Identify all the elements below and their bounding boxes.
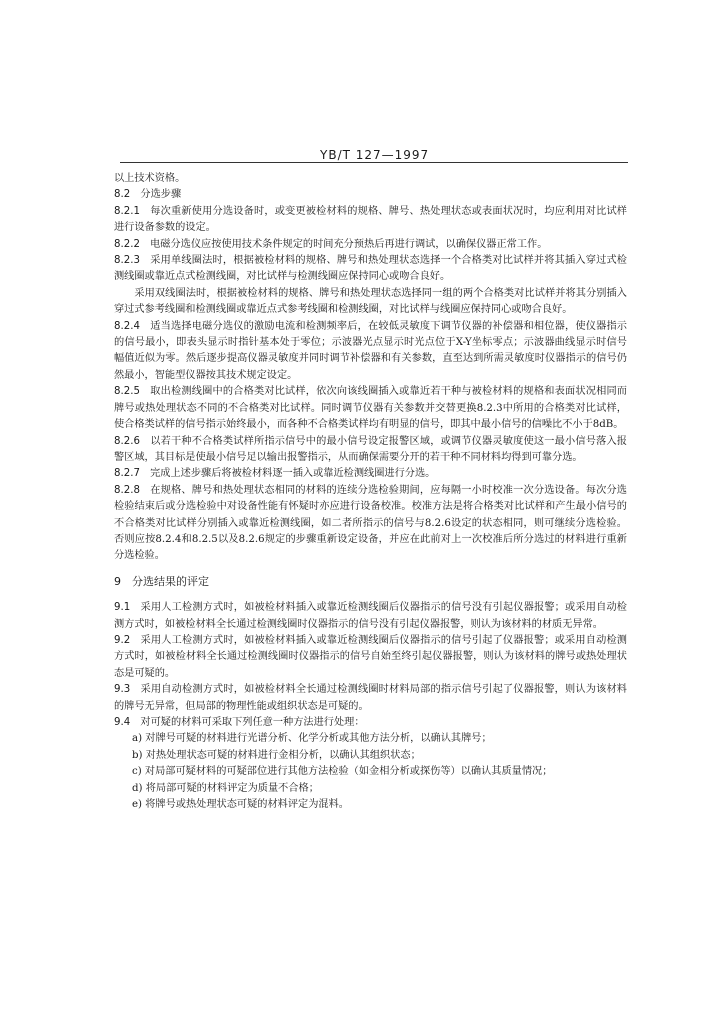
para-9-2 <box>114 633 627 682</box>
para-number: 8.2.4 <box>114 320 140 332</box>
para-9-1 <box>114 600 627 633</box>
para-number: 8.2.5 <box>114 386 140 398</box>
para-text: 每次重新使用分选设备时，或变更被检材料的规格、牌号、热处理状态或表面状况时，均应利用对比试样进行设备参数的设定。 <box>114 205 627 234</box>
para-number: 9.1 <box>114 602 131 614</box>
para-number: 8.2.8 <box>114 484 140 496</box>
para-text: 采用人工检测方式时，如被检材料插入或靠近检测线圈后仪器指示的信号没有引起仪器报警；或采用自动检测方式时，如被检材料全长通过检测线圈时仪器指示的信号没有引起仪器报警，则认为该材料的材质无异常。 <box>114 602 627 630</box>
para-number: 8.2.3 <box>114 255 140 267</box>
para-8-2-4 <box>114 319 627 385</box>
para-8-2-7 <box>114 466 627 482</box>
header-rule <box>120 162 628 163</box>
list-item-a: a) 对牌号可疑的材料进行光谱分析、化学分析或其他方法分析，以确认其牌号； <box>132 733 492 745</box>
para-number: 9.4 <box>114 717 131 728</box>
para-text: 完成上述步骤后将被检材料逐一插入或靠近检测线圈进行分选。 <box>150 468 436 480</box>
list-item-e: e) 将牌号或热处理状态可疑的材料评定为混料。 <box>132 799 349 811</box>
para-text: 取出检测线圈中的合格类对比试样，依次向该线圈插入或靠近若干种与被检材料的规格和表面状况相同而牌号或热处理状态不同的不合格类对比试样。同时调节仪器有关参数并交替更换8.2.3中所用的合格类对比试样，使合格类试样的信号指示始终最小，而各种不合格类试样均有明显的信号，即其中最小信号的信噪比不小于8dB。 <box>114 386 627 431</box>
para-8-2-8 <box>114 483 627 565</box>
list-item-d: d) 将局部可疑的材料评定为质量不合格； <box>132 782 319 794</box>
list-item-c: c) 对局部可疑材料的可疑部位进行其他方法检验（如金相分析或探伤等）以确认其质量情况； <box>132 766 553 778</box>
para-text: 在规格、牌号和热处理状态相同的材料的连续分选检验期间，应每隔一小时校准一次分选设备。每次分选检验结束后或分选检验中对设备性能有怀疑时亦应进行设备校准。校准方法是将合格类对比试样和产生最小信号的不合格类对比试样分别插入或靠近检测线圈，如二者所指示的信号与8.2.6设定的状态相同，则可继续分选检验。否则应按8.2.4和8.2.5以及8.2.6规定的步骤重新设定设备，并应在此前对上一次校准后所分选过的材料进行重新分选检验。 <box>114 484 627 562</box>
section-8-2-heading <box>114 187 627 203</box>
section-title: 分选结果的评定 <box>132 574 209 588</box>
para-number: 8.2.7 <box>114 468 140 480</box>
para-text: 适当选择电磁分选仪的激励电流和检测频率后，在较低灵敏度下调节仪器的补偿器和相位器，使仪器指示的信号最小，即表头显示时指针基本处于零位；示波器光点显示时光点位于X-Y坐标零点；示波器曲线显示时信号幅值近似为零。然后逐步提高仪器灵敏度并同时调节补偿器和有关参数，直至达到所需灵敏度时仪器指示的信号仍然最小，智能型仪器按其技术规定设定。 <box>114 320 627 381</box>
section-number: 9 <box>114 574 121 588</box>
section-title: 分选步骤 <box>140 189 182 201</box>
para-number: 8.2.1 <box>114 205 140 217</box>
para-number: 8.2.2 <box>114 238 140 250</box>
para-number: 9.2 <box>114 634 131 646</box>
para-9-3 <box>114 682 627 715</box>
para-9-4 <box>114 715 627 731</box>
para-text: 电磁分选仪应按使用技术条件规定的时间充分预热后再进行调试，以确保仪器正常工作。 <box>150 238 548 250</box>
para-text: 采用自动检测方式时，如被检材料全长通过检测线圈时材料局部的指示信号引起了仪器报警，则认为该材料的牌号无异常，但局部的物理性能或组织状态是可疑的。 <box>114 684 627 712</box>
para-8-2-1 <box>114 204 627 237</box>
para-text: 对可疑的材料可采取下列任意一种方法进行处理： <box>140 717 365 728</box>
standard-code-header: YB/T 127—1997 <box>320 148 430 162</box>
para-8-2-2 <box>114 237 627 253</box>
para-number: 8.2.6 <box>114 435 140 447</box>
para-text: 采用单线圈法时，根据被检材料的规格、牌号和热处理状态选择一个合格类对比试样并将其插入穿过式检测线圈或靠近点式检测线圈，对比试样与检测线圈应保持同心或吻合良好。 <box>114 255 627 283</box>
para-8-2-3-b: 采用双线圈法时，根据被检材料的规格、牌号和热处理状态选择同一组的两个合格类对比试样并将其分别插入穿过式参考线圈和检测线圈或靠近点式参考线圈和检测线圈，对比试样与线圈应保持同心或吻合良好。 <box>114 287 627 316</box>
para-text: 采用人工检测方式时，如被检材料插入或靠近检测线圈后仪器指示的信号引起了仪器报警；或采用自动检测方式时，如被检材料全长通过检测线圈时仪器指示的信号自始至终引起仪器报警，则认为该材料的牌号或热处理状态是可疑的。 <box>114 634 627 679</box>
list-item-b: b) 对热处理状态可疑的材料进行金相分析，以确认其组织状态； <box>132 749 421 761</box>
section-9-heading <box>114 574 627 590</box>
document-body <box>114 171 627 813</box>
para-text: 以若干种不合格类试样所指示信号中的最小信号设定报警区域，或调节仪器灵敏度使这一最小信号落入报警区域，其目标是使最小信号足以输出报警指示，从而确保需要分开的若干种不同材料均得到可靠分选。 <box>114 435 627 463</box>
para-8-2-6 <box>114 434 627 467</box>
para-8-2-3 <box>114 253 627 286</box>
section-number: 8.2 <box>114 189 131 201</box>
para-8-2-5 <box>114 384 627 433</box>
intro-line: 以上技术资格。 <box>114 173 186 184</box>
para-number: 9.3 <box>114 684 131 696</box>
